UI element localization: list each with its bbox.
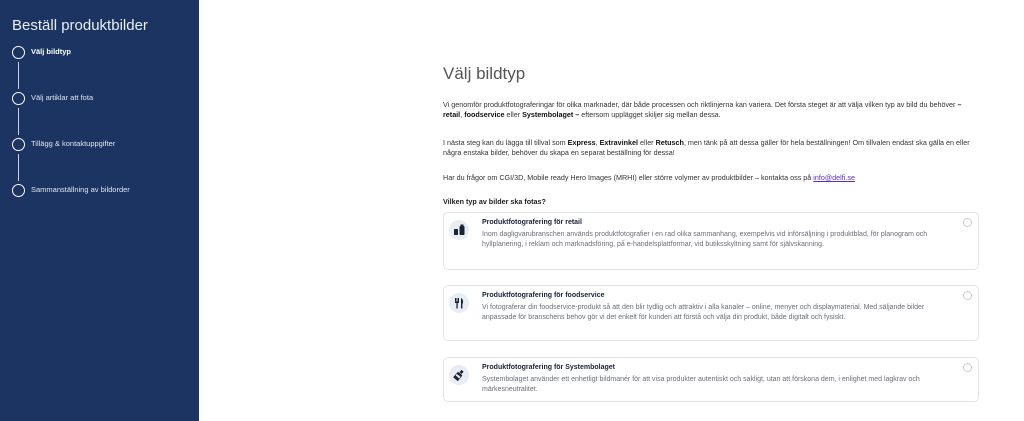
intro-paragraph-3 <box>443 173 979 183</box>
text: eller <box>504 110 523 119</box>
retail-emphasis: – retail <box>443 100 962 119</box>
option-description: Inom dagligvarubranschen används produktfotografier i en rad olika sammanhang, exempelvis vid införsäljning i produktblad, för planogram och hyllplanering, i reklam och marknadsföring, på e-handelsplattformar, vid butiksskyltning samt för självskanning. <box>482 231 928 249</box>
step-label: Tillägg & kontaktuppgifter <box>31 139 116 148</box>
text: eftersom upplägget skiljer sig mellan dessa. <box>579 110 721 119</box>
option-card-foodservice[interactable] <box>443 285 979 341</box>
systembolaget-emphasis: Systembolaget – <box>522 110 580 119</box>
text: , men tänk på att dessa gäller för hela beställningen! Om tillvalen endast ska gälla en eller några enstaka bilder, behöver du skapa en separat beställning för dessa! <box>443 138 970 157</box>
option-title: Produktfotografering för Systembolaget <box>482 364 616 371</box>
option-description: Vi fotograferar din foodservice-produkt så att den blir tydlig och attraktiv i alla kanaler – online, menyer och displaymaterial. Med säljande bilder anpassade för branschens behov gör vi det enkelt för kunden att förstå och välja din produkt, både digitalt och fysiskt. <box>482 304 925 322</box>
step-circle-icon <box>12 46 25 59</box>
step-connector <box>18 154 19 181</box>
option-title: Produktfotografering för foodservice <box>482 292 605 299</box>
question-label: Vilken typ av bilder ska fotas? <box>443 197 546 206</box>
option-card-systembolaget[interactable] <box>443 357 979 402</box>
option-radio[interactable] <box>963 363 972 372</box>
text: , <box>460 110 465 119</box>
option-radio[interactable] <box>963 218 972 227</box>
sidebar <box>0 0 199 421</box>
step-label: Välj artiklar att fota <box>31 93 94 102</box>
foodservice-emphasis: foodservice <box>464 110 505 119</box>
intro-paragraph-1 <box>443 100 979 120</box>
step-connector <box>18 62 19 89</box>
step-circle-icon <box>12 138 25 151</box>
text: I nästa steg kan du lägga till tillval som <box>443 138 568 147</box>
option-title: Produktfotografering för retail <box>482 219 582 226</box>
text: Vi genomför produktfotograferingar för olika marknader, där både processen och riktlinjerna kan variera. Det första steget är att välja vilken typ av bild du behöver <box>443 100 958 109</box>
contact-email-link[interactable]: info@delfi.se <box>813 173 855 182</box>
option-description: Systembolaget använder ett enhetligt bildmanér för att visa produkter autentiskt och sakligt, utan att förskona dem, i enlighet med lagkrav och märkesneutralitet. <box>482 376 920 394</box>
retail-products-icon <box>449 220 469 240</box>
text: , <box>595 138 600 147</box>
fork-knife-icon <box>449 293 469 313</box>
bottle-icon <box>449 365 469 385</box>
page-title: Välj bildtyp <box>443 64 526 83</box>
extravinkel-emphasis: Extravinkel <box>599 138 638 147</box>
step-label: Välj bildtyp <box>31 47 72 56</box>
text: Har du frågor om CGI/3D, Mobile ready Hero Images (MRHI) eller större volymer av produktbilder – kontakta oss på <box>443 173 814 182</box>
step-label: Sammanställning av bildorder <box>31 185 130 194</box>
step-connector <box>18 108 19 135</box>
retusch-emphasis: Retusch <box>655 138 684 147</box>
text: eller <box>638 138 656 147</box>
option-card-retail[interactable] <box>443 212 979 270</box>
step-circle-icon <box>12 92 25 105</box>
option-radio[interactable] <box>963 291 972 300</box>
sidebar-title: Beställ produktbilder <box>12 17 148 34</box>
express-emphasis: Express <box>567 138 596 147</box>
intro-paragraph-2 <box>443 138 979 158</box>
step-circle-icon <box>12 184 25 197</box>
